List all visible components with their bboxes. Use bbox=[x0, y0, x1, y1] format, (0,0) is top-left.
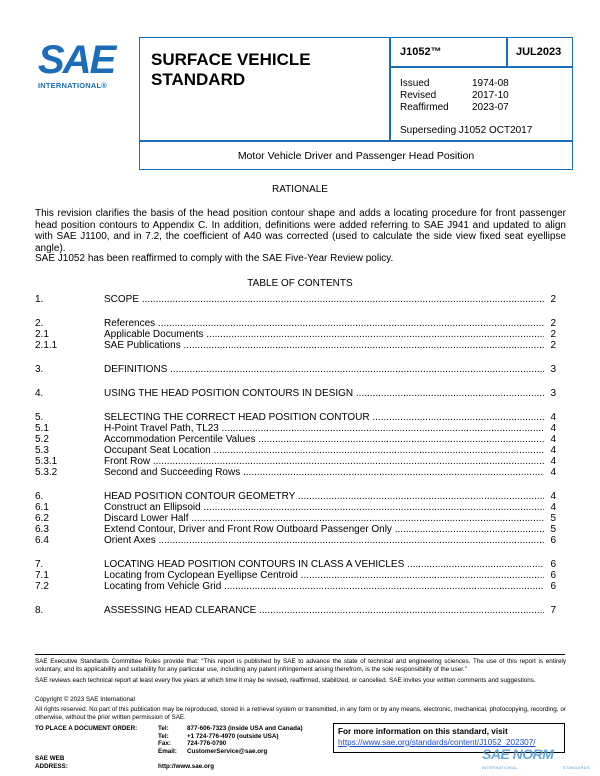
contact-label: Tel: bbox=[158, 725, 169, 732]
toc-entry-title: Occupant Seat Location ..... bbox=[104, 445, 544, 456]
toc-entry-title: Second and Succeeding Rows ..... bbox=[104, 467, 544, 478]
toc-entry[interactable] bbox=[35, 491, 556, 502]
toc-entry-page: 3 bbox=[550, 364, 556, 375]
toc-entry[interactable] bbox=[35, 559, 556, 570]
toc-entry-num: 2.1.1 bbox=[35, 340, 58, 351]
toc-entry[interactable] bbox=[35, 412, 556, 423]
standard-link[interactable]: https://www.sae.org/standards/content/J1052_202307/ bbox=[338, 737, 536, 747]
web-address-link[interactable]: http://www.sae.org bbox=[158, 762, 215, 770]
toc-entry-title: SAE Publications ..... bbox=[104, 340, 544, 351]
issued-label: Issued bbox=[400, 78, 430, 89]
contact-row bbox=[158, 725, 358, 733]
toc-entry[interactable] bbox=[35, 605, 556, 616]
toc-entry[interactable] bbox=[35, 456, 556, 467]
reaffirmed-row bbox=[400, 102, 572, 114]
watermark-logo: SAE NORM bbox=[482, 746, 554, 762]
logo-mark: SAE bbox=[38, 38, 115, 82]
contact-label: Tel: bbox=[158, 732, 169, 740]
contact-row bbox=[158, 740, 358, 748]
toc-heading: TABLE OF CONTENTS bbox=[247, 278, 353, 289]
toc-entry-num: 5.3 bbox=[35, 445, 49, 456]
review-policy-text: SAE reviews each technical report at least every five years at which time it may be revised, reaffirmed, stabilized, or cancelled. SAE invites your written comments and suggestions. bbox=[35, 677, 536, 684]
toc-entry-title: HEAD POSITION CONTOUR GEOMETRY ..... bbox=[104, 491, 544, 502]
toc-entry[interactable] bbox=[35, 570, 556, 581]
rationale-paragraph: This revision clarifies the basis of the head position contour shape and adds a locating procedure for front passenger head position contours to Appendix C. In addition, definitions were added referring to SAE J941 and updated to align with SAE J1100, and in 7.2, the coefficient of A40 was corrected (used to calculate the side view fixed seat eyellipse angle). bbox=[35, 208, 566, 255]
toc-entry[interactable] bbox=[35, 364, 556, 375]
reaffirmed-value: 2023-07 bbox=[472, 102, 509, 113]
toc-entry[interactable] bbox=[35, 502, 556, 513]
toc-entry-page: 4 bbox=[550, 434, 556, 445]
logo-subtitle: INTERNATIONAL® bbox=[38, 81, 108, 90]
toc-entry-page: 4 bbox=[550, 502, 556, 513]
toc-entry-page: 2 bbox=[550, 318, 556, 329]
toc-entry-page: 2 bbox=[550, 340, 556, 351]
sae-logo bbox=[38, 40, 124, 88]
toc-entry-title: Locating from Vehicle Grid ..... bbox=[104, 581, 544, 592]
reaffirmed-label: Reaffirmed bbox=[400, 102, 449, 113]
toc-entry-num: 1. bbox=[35, 294, 44, 305]
issued-row bbox=[400, 78, 572, 90]
toc-entry[interactable] bbox=[35, 535, 556, 546]
toc-entry-num: 7. bbox=[35, 559, 44, 570]
toc-entry-title: H-Point Travel Path, TL23 ..... bbox=[104, 423, 544, 434]
watermark-subtitle bbox=[482, 765, 590, 770]
toc-entry-title: Construct an Ellipsoid ..... bbox=[104, 502, 544, 513]
document-type-line2: STANDARD bbox=[151, 70, 246, 89]
toc-entry-page: 7 bbox=[550, 605, 556, 616]
toc-entry-title: Discard Lower Half ..... bbox=[104, 513, 544, 524]
contact-label: Fax: bbox=[158, 740, 171, 748]
toc-entry-num: 5.3.1 bbox=[35, 456, 58, 467]
toc-entry-page: 2 bbox=[550, 329, 556, 340]
more-info-title: For more information on this standard, visit bbox=[338, 727, 508, 736]
toc-entry[interactable] bbox=[35, 434, 556, 445]
toc-entry-title: Accommodation Percentile Values ..... bbox=[104, 434, 544, 445]
toc-entry-title: Orient Axes ..... bbox=[104, 535, 544, 546]
toc-entry-page: 3 bbox=[550, 388, 556, 399]
toc-entry-page: 4 bbox=[550, 423, 556, 434]
document-date: JUL2023 bbox=[507, 37, 573, 67]
toc-entry-title: LOCATING HEAD POSITION CONTOURS IN CLASS A VEHICLES ..... bbox=[104, 559, 544, 570]
toc-entry-page: 5 bbox=[550, 513, 556, 524]
toc-entry-num: 8. bbox=[35, 605, 44, 616]
toc-entry-num: 7.2 bbox=[35, 581, 49, 592]
toc-entry[interactable] bbox=[35, 329, 556, 340]
rights-reserved-text: All rights reserved. No part of this publication may be reproduced, stored in a retrieval system or transmitted, in any form or by any means, electronic, mechanical, photocopying, recording, or otherwise, without the prior written permission of SAE. bbox=[35, 706, 566, 721]
copyright-text: Copyright © 2023 SAE International bbox=[35, 696, 135, 703]
toc-entry-title: Applicable Documents ..... bbox=[104, 329, 544, 340]
toc-entry-page: 6 bbox=[550, 581, 556, 592]
toc-entry-num: 6.4 bbox=[35, 535, 49, 546]
document-title: Motor Vehicle Driver and Passenger Head Position bbox=[139, 141, 573, 170]
order-label: TO PLACE A DOCUMENT ORDER: bbox=[35, 725, 138, 732]
document-history-box bbox=[390, 67, 573, 141]
document-number: J1052™ bbox=[390, 37, 507, 67]
toc-entry-num: 3. bbox=[35, 364, 44, 375]
issued-value: 1974-08 bbox=[472, 78, 509, 89]
toc-entry-page: 2 bbox=[550, 294, 556, 305]
contact-email[interactable]: CustomerService@sae.org bbox=[187, 747, 268, 755]
watermark-sub-left: INTERNATIONAL bbox=[482, 765, 518, 770]
toc-entry-title: Front Row ..... bbox=[104, 456, 544, 467]
contact-row bbox=[158, 748, 358, 756]
footer-divider bbox=[35, 654, 565, 655]
web-address-row bbox=[35, 755, 215, 770]
toc-entry-page: 6 bbox=[550, 559, 556, 570]
toc-entry-num: 6.3 bbox=[35, 524, 49, 535]
superseding-note: Superseding J1052 OCT2017 bbox=[400, 125, 533, 136]
toc-entry[interactable] bbox=[35, 467, 556, 478]
watermark-sub-right: STANDARDS bbox=[562, 765, 590, 770]
toc-entry-num: 2. bbox=[35, 318, 44, 329]
toc-entry-page: 6 bbox=[550, 535, 556, 546]
toc-entry-page: 4 bbox=[550, 456, 556, 467]
toc-entry-num: 5.1 bbox=[35, 423, 49, 434]
contact-row bbox=[158, 733, 358, 741]
toc-entry-page: 4 bbox=[550, 491, 556, 502]
toc-entry-title: USING THE HEAD POSITION CONTOURS IN DESIGN ..... bbox=[104, 388, 544, 399]
toc-entry[interactable] bbox=[35, 294, 556, 305]
toc-entry-title: Locating from Cyclopean Eyellipse Centroid ..... bbox=[104, 570, 544, 581]
toc-entry-page: 6 bbox=[550, 570, 556, 581]
web-address-label: SAE WEB ADDRESS: bbox=[35, 755, 68, 770]
toc-entry-title: SELECTING THE CORRECT HEAD POSITION CONTOUR ..... bbox=[104, 412, 544, 423]
toc-entry-page: 4 bbox=[550, 412, 556, 423]
toc-entry-page: 4 bbox=[550, 467, 556, 478]
document-type-line1: SURFACE VEHICLE bbox=[151, 50, 311, 69]
toc-entry-page: 5 bbox=[550, 524, 556, 535]
toc-entry-num: 5.3.2 bbox=[35, 467, 58, 478]
reaffirmation-paragraph: SAE J1052 has been reaffirmed to comply with the SAE Five-Year Review policy. bbox=[35, 253, 394, 264]
revised-row bbox=[400, 90, 572, 102]
contact-value: 877-606-7323 (inside USA and Canada) bbox=[187, 725, 303, 732]
toc-entry-title: DEFINITIONS ..... bbox=[104, 364, 544, 375]
toc-entry-num: 4. bbox=[35, 388, 44, 399]
toc-entry[interactable] bbox=[35, 581, 556, 592]
toc-entry-title: ASSESSING HEAD CLEARANCE ..... bbox=[104, 605, 544, 616]
rationale-heading: RATIONALE bbox=[272, 184, 328, 195]
committee-rules-text: SAE Executive Standards Committee Rules provide that: “This report is published by SAE to advance the state of technical and engineering sciences. The use of this report is entirely voluntary, and its applicability and suitability for any particular use, including any patent infringement arising therefrom, is the sole responsibility of the user.” bbox=[35, 658, 566, 673]
contact-value: 724-776-0790 bbox=[187, 740, 227, 748]
toc-entry-num: 6. bbox=[35, 491, 44, 502]
toc-entry-title: Extend Contour, Driver and Front Row Outboard Passenger Only ..... bbox=[104, 524, 544, 535]
toc-entry[interactable] bbox=[35, 513, 556, 524]
toc-entry[interactable] bbox=[35, 340, 556, 351]
contact-label: Email: bbox=[158, 747, 177, 755]
toc-entry-num: 7.1 bbox=[35, 570, 49, 581]
revised-label: Revised bbox=[400, 90, 437, 101]
toc-entry-page: 4 bbox=[550, 445, 556, 456]
contact-value: +1 724-776-4970 (outside USA) bbox=[187, 732, 279, 740]
toc-entry-title: References ..... bbox=[104, 318, 544, 329]
toc-entry[interactable] bbox=[35, 388, 556, 399]
toc-entry[interactable] bbox=[35, 318, 556, 329]
contact-list bbox=[158, 725, 358, 755]
toc-entry[interactable] bbox=[35, 445, 556, 456]
document-type-box bbox=[139, 37, 390, 141]
toc-entry-num: 5.2 bbox=[35, 434, 49, 445]
revised-value: 2017-10 bbox=[472, 90, 509, 101]
toc-entry-num: 2.1 bbox=[35, 329, 49, 340]
toc-entry-num: 5. bbox=[35, 412, 44, 423]
toc-entry[interactable] bbox=[35, 423, 556, 434]
toc-entry-num: 6.2 bbox=[35, 513, 49, 524]
toc-entry[interactable] bbox=[35, 524, 556, 535]
toc-entry-title: SCOPE ..... bbox=[104, 294, 544, 305]
toc-entry-num: 6.1 bbox=[35, 502, 49, 513]
